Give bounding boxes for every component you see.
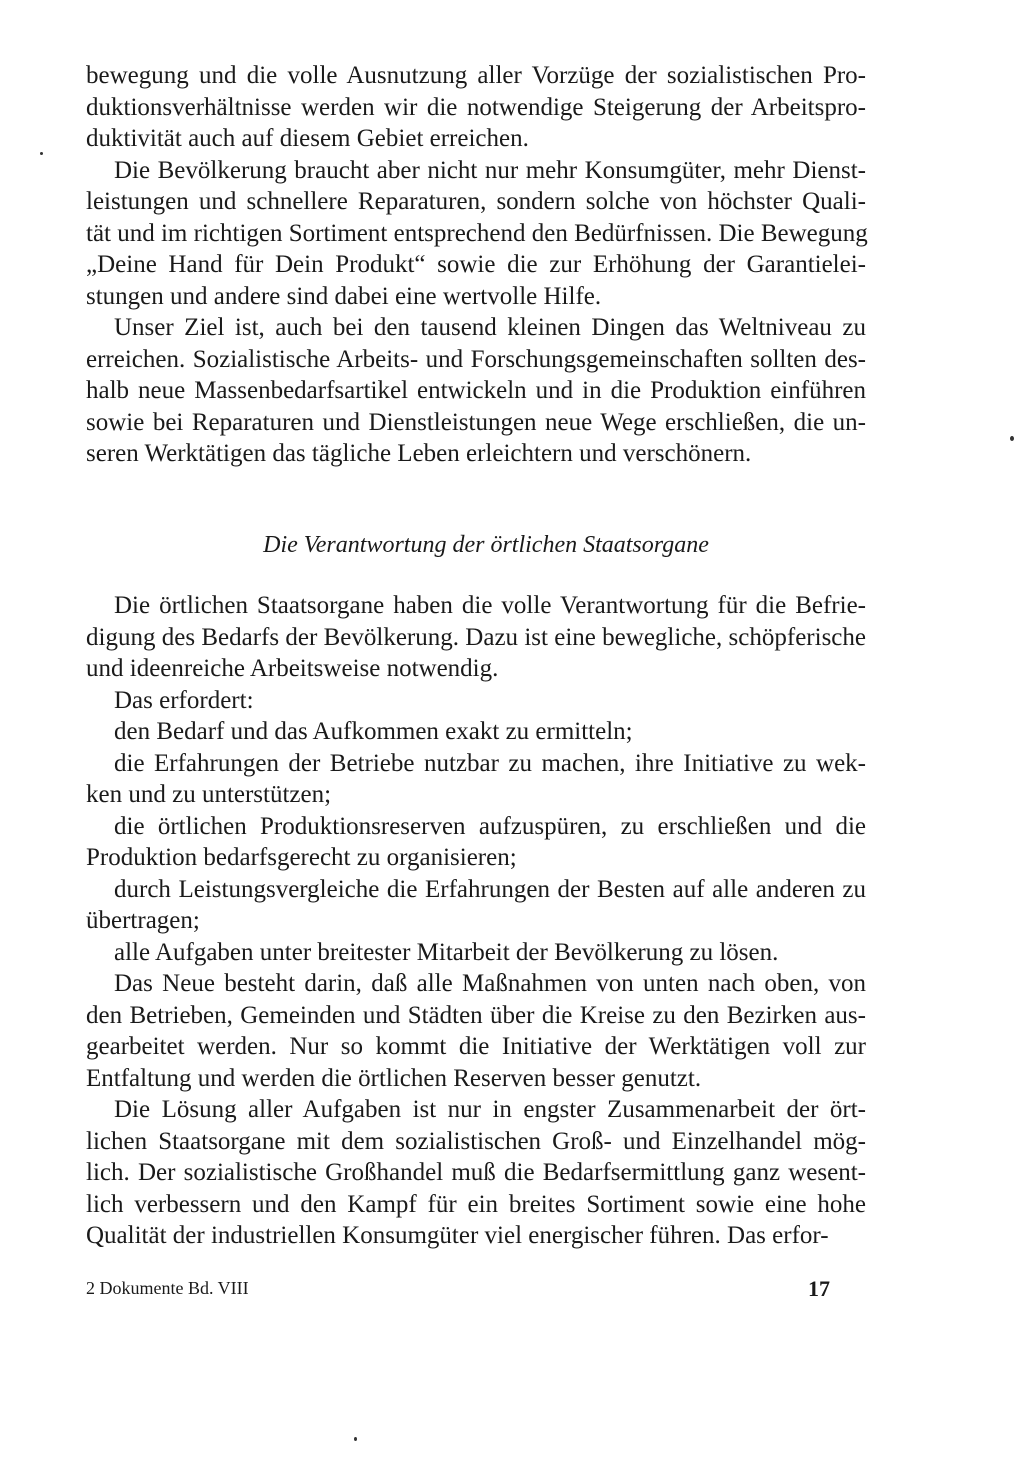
text-line: Produktion bedarfsgerecht zu organisieren; bbox=[86, 844, 517, 871]
text-line: stungen und andere sind dabei eine wertvolle Hilfe. bbox=[86, 282, 602, 310]
body-text-section-1 bbox=[86, 60, 866, 470]
text-line: übertragen; bbox=[86, 907, 200, 934]
text-line: digung des Bedarfs der Bevölkerung. Dazu ist eine bewegliche, schöpferische bbox=[86, 623, 866, 651]
text-line: Entfaltung und werden die örtlichen Reserven besser genutzt. bbox=[86, 1064, 702, 1092]
text-line: Die Bevölkerung braucht aber nicht nur mehr Konsumgüter, mehr Dienst- bbox=[114, 156, 866, 184]
text-line: die örtlichen Produktionsreserven aufzuspüren, zu erschließen und die bbox=[114, 812, 866, 840]
text-line: ken und zu unterstützen; bbox=[86, 781, 332, 808]
print-speck bbox=[354, 1437, 357, 1441]
text-line: tät und im richtigen Sortiment entsprechend den Bedürfnissen. Die Bewegung bbox=[86, 219, 868, 247]
text-line: Unser Ziel ist, auch bei den tausend kleinen Dingen das Weltniveau zu bbox=[114, 314, 866, 341]
text-line: sowie bei Reparaturen und Dienstleistungen neue Wege erschließen, die un- bbox=[86, 408, 866, 436]
text-line: die Erfahrungen der Betriebe nutzbar zu machen, ihre Initiative zu wek- bbox=[114, 749, 866, 777]
text-line: lichen Staatsorgane mit dem sozialistischen Groß- und Einzelhandel mög- bbox=[86, 1127, 866, 1155]
text-line: erreichen. Sozialistische Arbeits- und Forschungsgemeinschaften sollten des- bbox=[86, 345, 866, 373]
printer-signature: 2 Dokumente Bd. VIII bbox=[86, 1278, 249, 1298]
text-line: Das erfordert: bbox=[114, 686, 254, 714]
text-line: alle Aufgaben unter breitester Mitarbeit der Bevölkerung zu lösen. bbox=[114, 938, 779, 966]
text-line: durch Leistungsvergleiche die Erfahrungen der Besten auf alle anderen zu bbox=[114, 875, 866, 903]
print-speck bbox=[1010, 436, 1014, 441]
text-line: halb neue Massenbedarfsartikel entwickeln und in die Produktion einführen bbox=[86, 377, 866, 404]
print-speck bbox=[40, 152, 43, 155]
text-line: Die Lösung aller Aufgaben ist nur in engster Zusammenarbeit der ört- bbox=[114, 1096, 866, 1123]
text-line: „Deine Hand für Dein Produkt“ sowie die zur Erhöhung der Garantielei- bbox=[86, 251, 866, 278]
text-line: und ideenreiche Arbeitsweise notwendig. bbox=[86, 655, 499, 682]
body-text-section-2 bbox=[86, 590, 866, 1252]
text-line: lich verbessern und den Kampf für ein breites Sortiment sowie eine hohe bbox=[86, 1190, 866, 1218]
section-heading: Die Verantwortung der örtlichen Staatsorgane bbox=[263, 532, 709, 558]
text-line: Die örtlichen Staatsorgane haben die volle Verantwortung für die Befrie- bbox=[114, 592, 866, 619]
text-line: den Betrieben, Gemeinden und Städten über die Kreise zu den Bezirken aus- bbox=[86, 1001, 866, 1029]
document-page bbox=[86, 60, 868, 1249]
text-line: seren Werktätigen das tägliche Leben erleichtern und verschönern. bbox=[86, 440, 752, 467]
text-line: den Bedarf und das Aufkommen exakt zu ermitteln; bbox=[114, 718, 633, 745]
text-line: duktivität auch auf diesem Gebiet erreichen. bbox=[86, 125, 529, 152]
page-number: 17 bbox=[808, 1276, 830, 1301]
text-line: Qualität der industriellen Konsumgüter viel energischer führen. Das erfor- bbox=[86, 1222, 829, 1249]
text-line: bewegung und die volle Ausnutzung aller Vorzüge der sozialistischen Pro- bbox=[86, 62, 866, 89]
text-line: lich. Der sozialistische Großhandel muß die Bedarfsermittlung ganz wesent- bbox=[86, 1159, 866, 1186]
text-line: leistungen und schnellere Reparaturen, sondern solche von höchster Quali- bbox=[86, 188, 866, 215]
text-line: gearbeitet werden. Nur so kommt die Initiative der Werktätigen voll zur bbox=[86, 1033, 866, 1060]
text-line: Das Neue besteht darin, daß alle Maßnahmen von unten nach oben, von bbox=[114, 970, 866, 997]
text-line: duktionsverhältnisse werden wir die notwendige Steigerung der Arbeitspro- bbox=[86, 93, 866, 121]
